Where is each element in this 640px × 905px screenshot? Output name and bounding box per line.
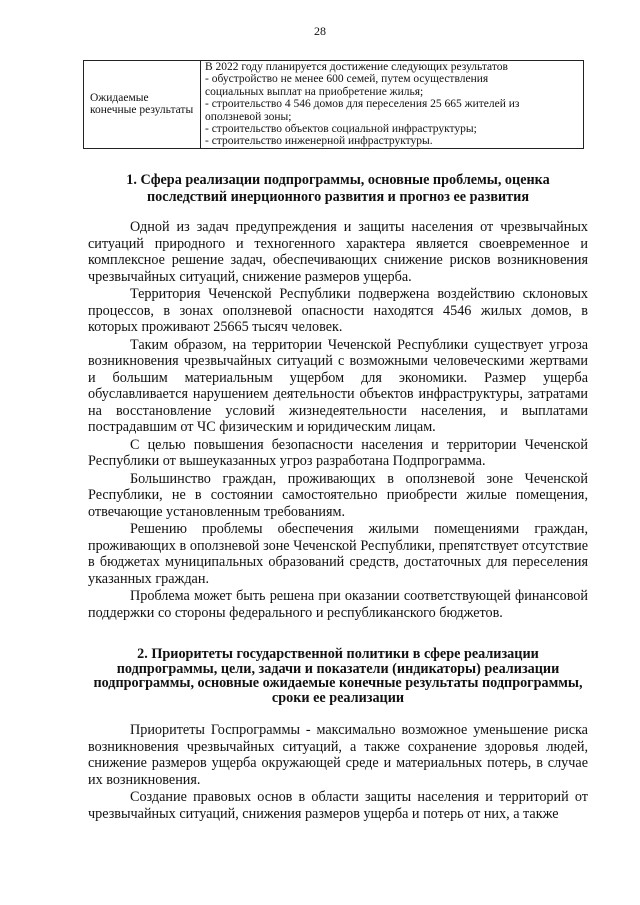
expected-results-table: [83, 60, 584, 149]
result-item: оползневой зоны;: [205, 110, 292, 123]
section-1-paragraph: Одной из задач предупреждения и защиты населения от чрезвычайных ситуаций природного и техногенного характера является своевременное и комплексное решение задач, обеспечивающих снижение рисков возникновения чрезвычайных ситуаций, снижение размеров ущерба.: [88, 219, 588, 285]
result-item: - обустройство не менее 600 семей, путем осуществления: [205, 73, 489, 86]
result-item: - строительство объектов социальной инфраструктуры;: [205, 123, 477, 136]
section-1-paragraph: Территория Чеченской Республики подвержена воздействию склоновых процессов, в зонах оползневой опасности находятся 4546 жилых домов, в которых проживают 25665 тысяч человек.: [88, 286, 588, 335]
section-2-heading: 2. Приоритеты государственной политики в сфере реализации подпрограммы, цели, задачи и показатели (индикаторы) реализации подпрограммы, основные ожидаемые конечные результаты подпрограммы, сроки ее реализации: [93, 646, 583, 706]
table-label-cell: Ожидаемые конечные результаты: [84, 61, 201, 149]
result-item: В 2022 году планируется достижение следующих результатов: [205, 61, 508, 73]
section-1-heading: 1. Сфера реализации подпрограммы, основные проблемы, оценка последствий инерционного развития и прогноз ее развития: [126, 172, 550, 205]
result-item: социальных выплат на приобретение жилья;: [205, 85, 424, 98]
section-1-paragraph: С целью повышения безопасности населения и территории Чеченской Республики от вышеуказанных угроз разработана Подпрограмма.: [88, 436, 588, 469]
section-2-paragraph: Приоритеты Госпрограммы - максимально возможное уменьшение риска возникновения чрезвычайных ситуаций, а также сохранение здоровья людей, снижение размеров ущерба окружающей среде и материальных потерь, в случае их возникновения.: [88, 722, 588, 788]
section-1-paragraph: Проблема может быть решена при оказании соответствующей финансовой поддержки со стороны федерального и республиканского бюджетов.: [88, 588, 588, 621]
section-2-paragraph: Создание правовых основ в области защиты населения и территорий от чрезвычайных ситуаций, снижения размеров ущерба и потерь от них, а также: [88, 789, 588, 822]
result-item: - строительство 4 546 домов для переселения 25 665 жителей из: [205, 98, 520, 111]
section-1-paragraph: Таким образом, на территории Чеченской Республики существует угроза возникновения чрезвычайных ситуаций с возможными человеческими жертвами и большим материальным ущербом для экономики. Размер ущерба обуславливается нарушением деятельности объектов инфраструктуры, затратами на восстановление условий жизнедеятельности населения, и выплатами пострадавшим от ЧС физическим и юридическим лицам.: [88, 336, 588, 435]
table-items-cell: [201, 61, 584, 149]
page-number: 28: [314, 24, 326, 38]
section-1-paragraph: Решению проблемы обеспечения жилыми помещениями граждан, проживающих в оползневой зоне Чеченской Республики, препятствует отсутствие в бюджетах муниципальных образований средств, достаточных для переселения указанных граждан.: [88, 521, 588, 587]
table-row: [84, 61, 584, 149]
section-1-paragraph: Большинство граждан, проживающих в оползневой зоне Чеченской Республики, не в состоянии самостоятельно приобрести жилые помещения, отвечающие установленным требованиям.: [88, 470, 588, 520]
result-item: - строительство инженерной инфраструктуры.: [205, 135, 433, 148]
document-body: [88, 172, 588, 823]
